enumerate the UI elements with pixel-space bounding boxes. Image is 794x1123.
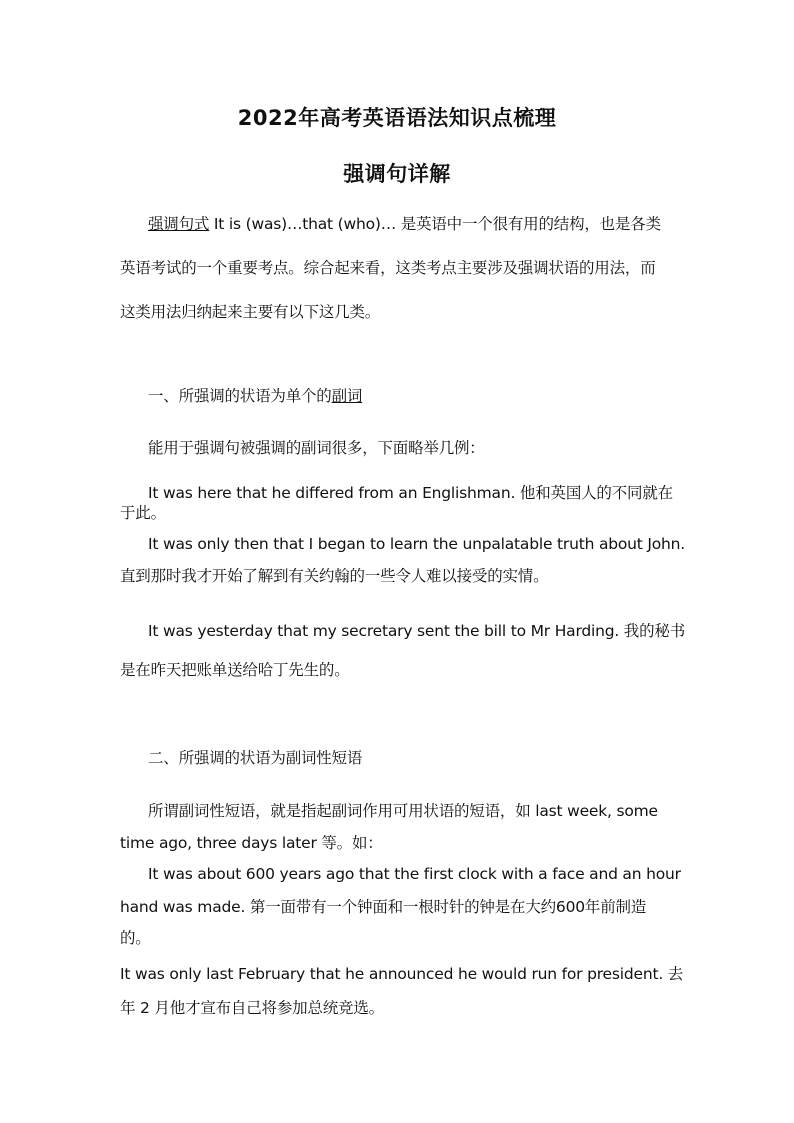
section-1-example-1-line-2: 于此。 — [120, 504, 166, 522]
section-1-heading-term: 副词 — [331, 387, 363, 405]
section-1-lead: 能用于强调句被强调的副词很多，下面略举几例： — [148, 439, 485, 457]
section-1-heading-text: 一、所强调的状语为单个的 — [148, 387, 332, 405]
intro-line-2: 英语考试的一个重要考点。综合起来看，这类考点主要涉及强调状语的用法，而 — [120, 259, 656, 277]
intro-line-3: 这类用法归纳起来主要有以下这几类。 — [120, 303, 381, 321]
document-title: 2022年高考英语语法知识点梳理 — [237, 106, 557, 130]
section-1-example-3-line-2: 是在昨天把账单送给哈丁先生的。 — [120, 661, 350, 679]
section-2-example-1-line-1: It was about 600 years ago that the first clock with a face and an hour — [148, 865, 681, 883]
intro-term: 强调句式 — [148, 215, 210, 233]
section-2-lead-line-2: time ago, three days later 等。如： — [120, 834, 383, 852]
section-2-heading: 二、所强调的状语为副词性短语 — [148, 749, 363, 767]
section-1-example-1-line-1: It was here that he differed from an Englishman. 他和英国人的不同就在 — [148, 484, 673, 502]
intro-line-1 — [120, 212, 661, 234]
section-2-example-1-line-3: 的。 — [120, 929, 151, 947]
document-subtitle: 强调句详解 — [343, 162, 451, 186]
intro-line-1-text: It is (was)…that (who)… 是英语中一个很有用的结构，也是各类 — [209, 215, 661, 233]
section-1-example-2-line-1: It was only then that I began to learn the unpalatable truth about John. — [148, 535, 686, 553]
section-2-example-2-line-2: 年 2 月他才宣布自己将参加总统竞选。 — [120, 999, 384, 1017]
section-2-example-1-line-2: hand was made. 第一面带有一个钟面和一根时针的钟是在大约600年前制造 — [120, 898, 647, 916]
section-2-lead-line-1: 所谓副词性短语，就是指起副词作用可用状语的短语，如 last week, some — [148, 802, 658, 820]
section-1-example-3-line-1: It was yesterday that my secretary sent the bill to Mr Harding. 我的秘书 — [148, 622, 686, 640]
section-2-example-2-line-1: It was only last February that he announced he would run for president. 去 — [120, 965, 684, 983]
section-1-heading — [120, 384, 362, 406]
section-1-example-2-line-2: 直到那时我才开始了解到有关约翰的一些令人难以接受的实情。 — [120, 567, 549, 585]
